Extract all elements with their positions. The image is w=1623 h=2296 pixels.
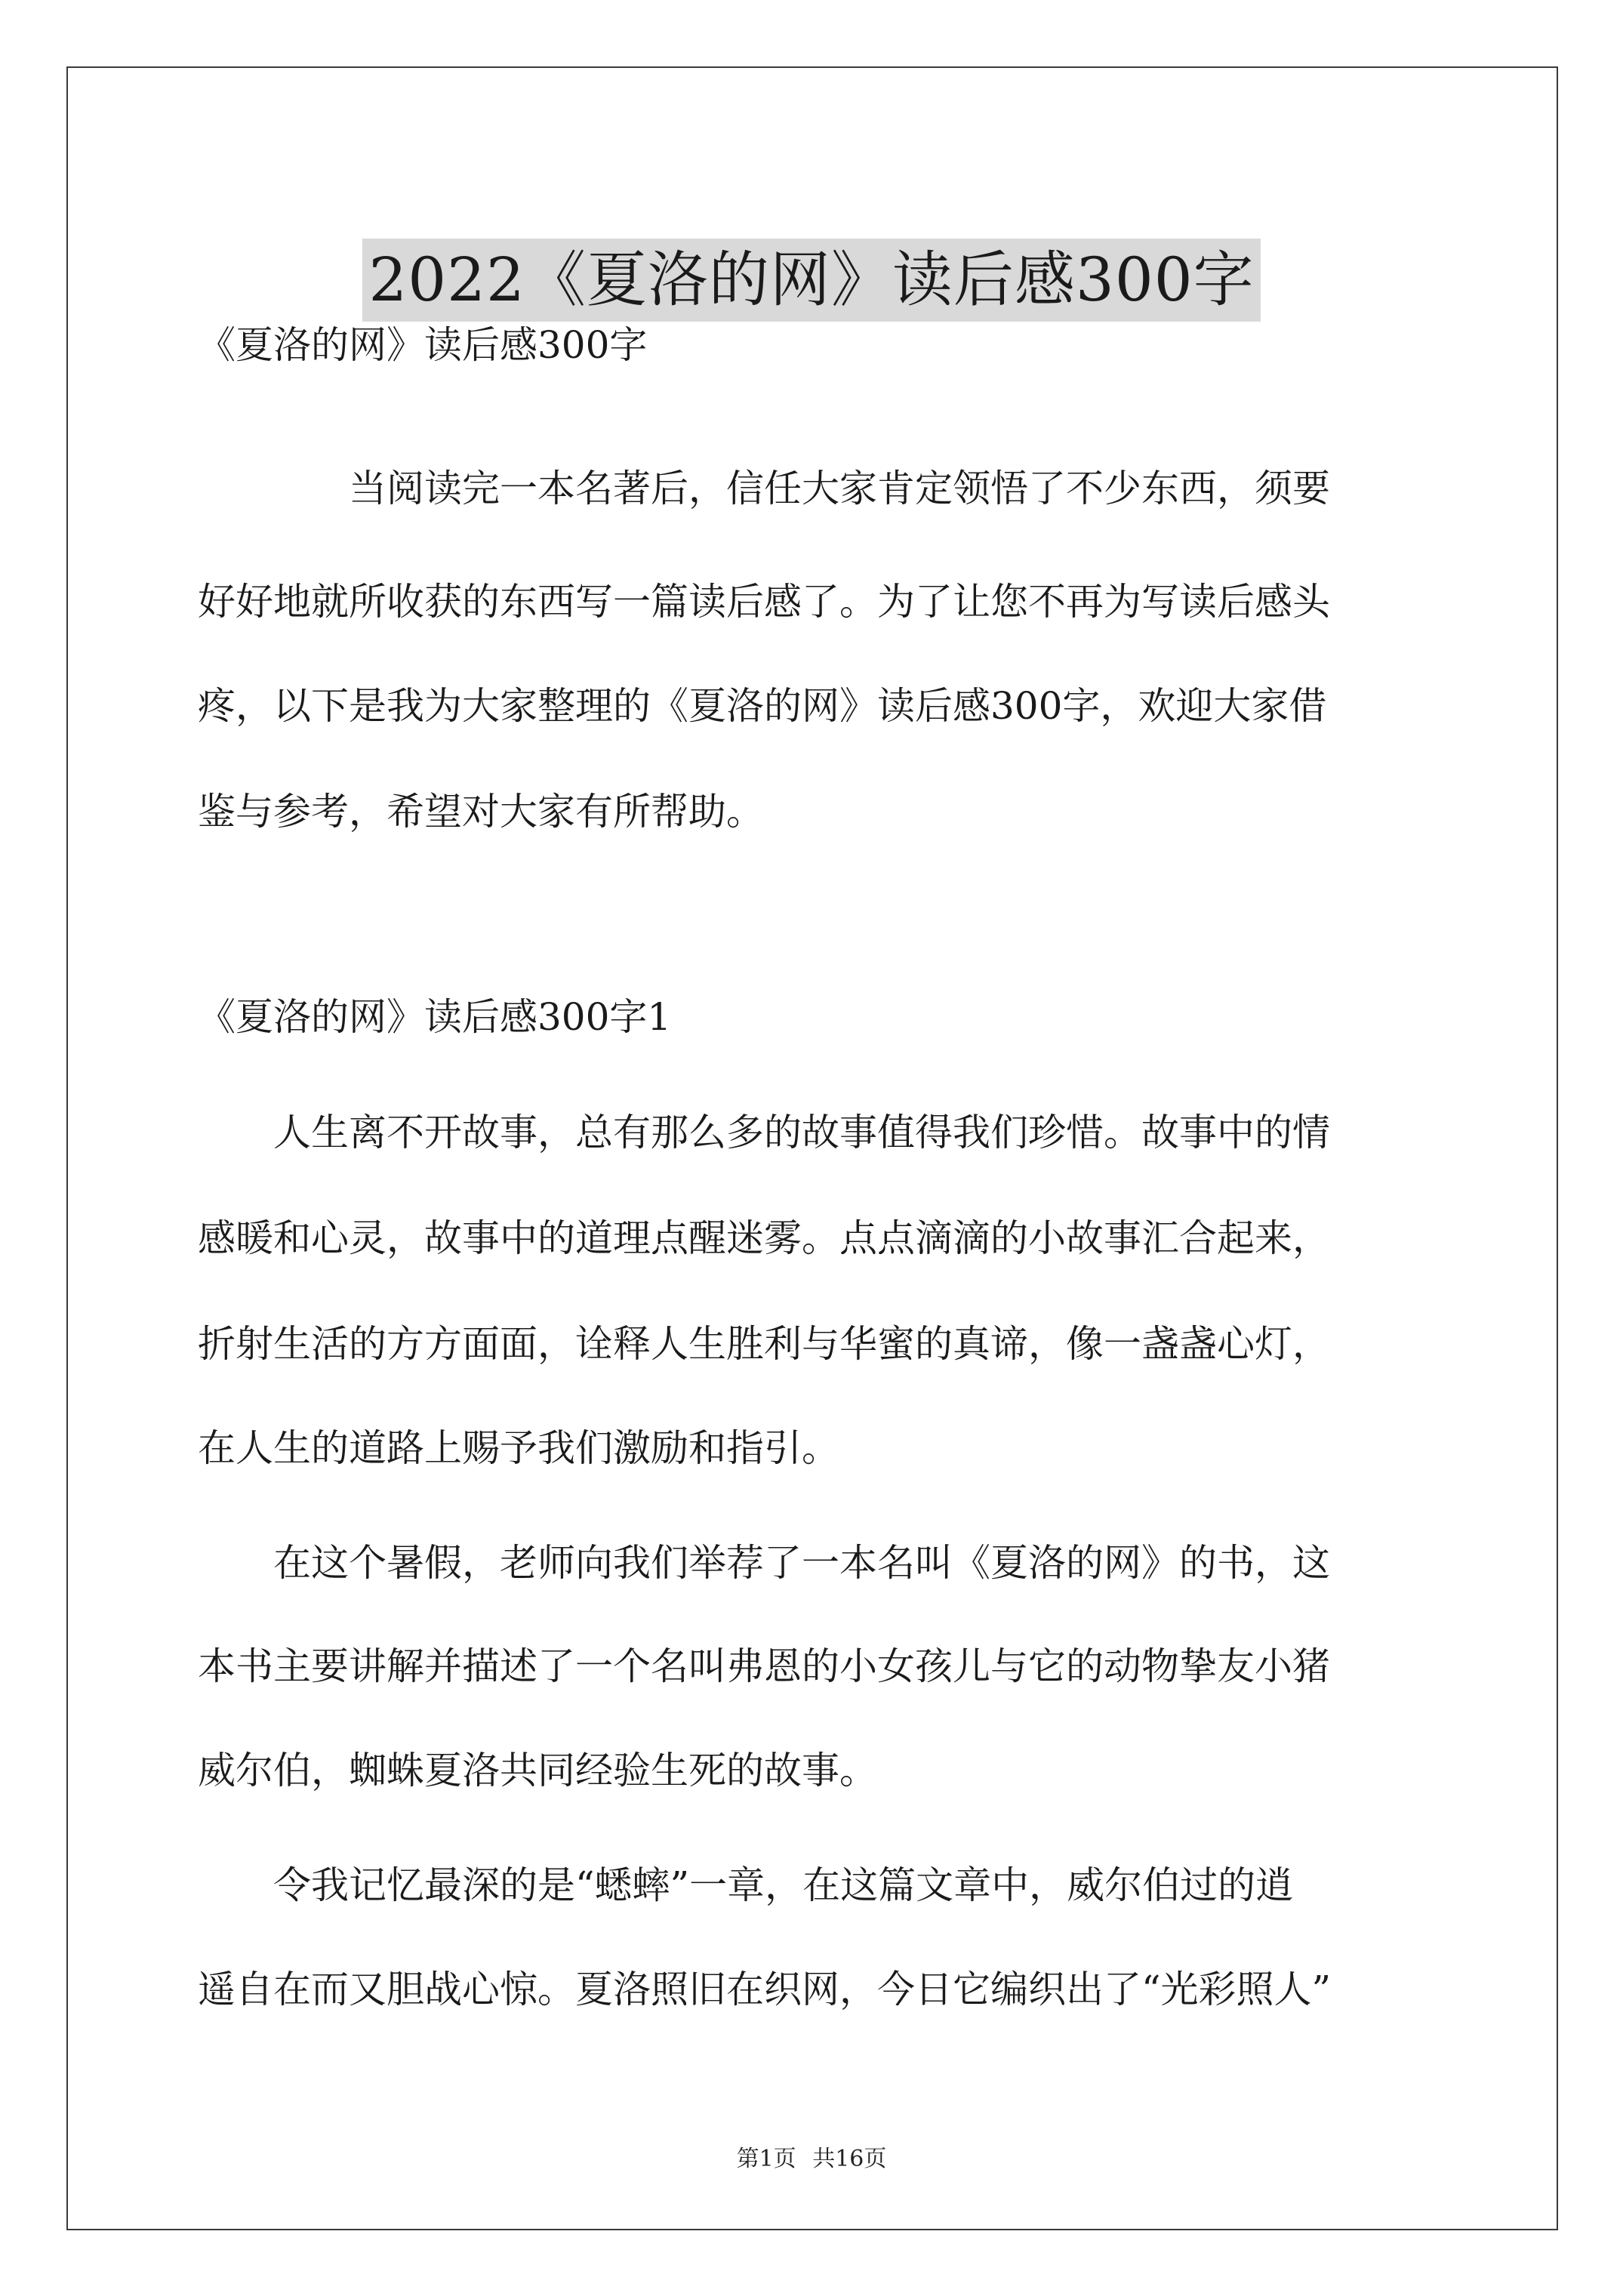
page-number: 第1页 bbox=[736, 2146, 796, 2172]
text-line: 当阅读完一本名著后，信任大家肯定领悟了不少东西，须要 bbox=[198, 467, 1330, 510]
text-line: 鉴与参考，希望对大家有所帮助。 bbox=[198, 790, 764, 834]
section-heading-1: 《夏洛的网》读后感300字1 bbox=[198, 995, 672, 1039]
section-heading-intro: 《夏洛的网》读后感300字 bbox=[198, 323, 648, 367]
text-line: 威尔伯，蜘蛛夏洛共同经验生死的故事。 bbox=[198, 1749, 877, 1792]
text-line: 本书主要讲解并描述了一个名叫弗恩的小女孩儿与它的动物挚友小猪 bbox=[198, 1644, 1330, 1688]
text-line: 人生离不开故事，总有那么多的故事值得我们珍惜。故事中的情 bbox=[198, 1111, 1330, 1154]
text-line: 疼，以下是我为大家整理的《夏洛的网》读后感300字，欢迎大家借 bbox=[198, 684, 1327, 728]
text-line: 遥自在而又胆战心惊。夏洛照旧在织网，今日它编织出了“光彩照人” bbox=[198, 1968, 1332, 2011]
text-line: 感暖和心灵，故事中的道理点醒迷雾。点点滴滴的小故事汇合起来， bbox=[198, 1216, 1330, 1260]
text-line: 令我记忆最深的是“蟋蟀”一章，在这篇文章中，威尔伯过的逍 bbox=[198, 1863, 1294, 1907]
page-footer bbox=[0, 2144, 1623, 2174]
text-line: 在人生的道路上赐予我们激励和指引。 bbox=[198, 1426, 839, 1470]
page-total: 共16页 bbox=[812, 2146, 887, 2172]
text-line: 折射生活的方方面面，诠释人生胜利与华蜜的真谛，像一盏盏心灯， bbox=[198, 1322, 1330, 1366]
document-title: 2022《夏洛的网》读后感300字 bbox=[362, 239, 1260, 322]
text-line: 好好地就所收获的东西写一篇读后感了。为了让您不再为写读后感头 bbox=[198, 580, 1330, 624]
text-line: 在这个暑假，老师向我们举荐了一本名叫《夏洛的网》的书，这 bbox=[198, 1541, 1330, 1585]
